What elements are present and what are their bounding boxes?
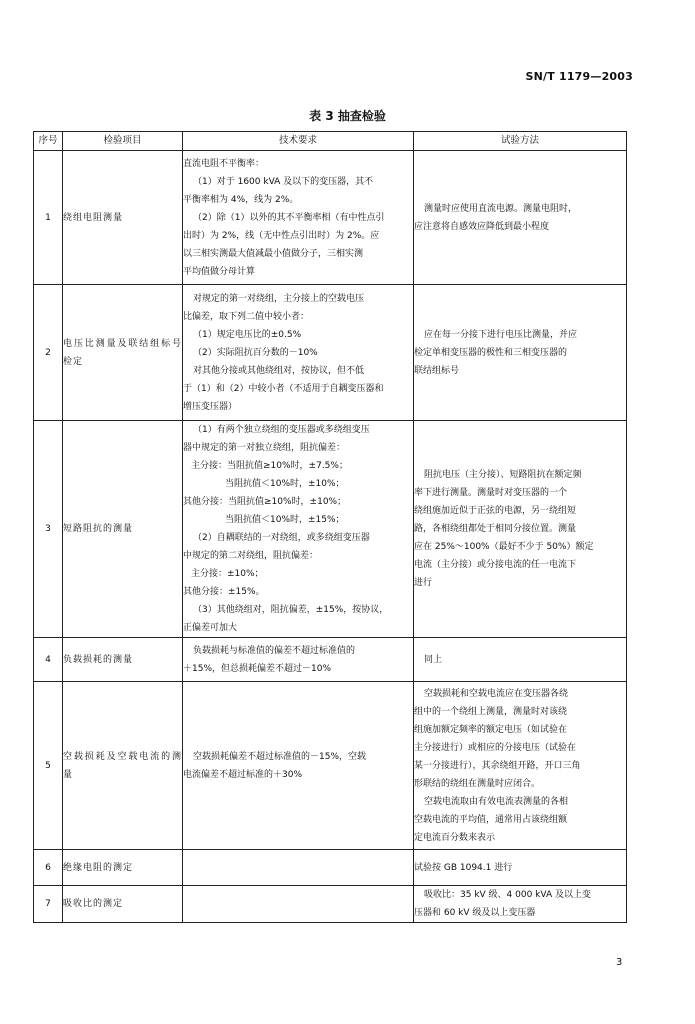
method-line: 测量时应使用直流电源。测量电阻时， [424,203,578,214]
requirement-line: 主分接：±10%； [191,569,264,579]
requirement-line: 器中规定的第一对独立绕组，阻抗偏差： [183,443,346,453]
row-method [414,151,627,285]
table-row [34,850,627,886]
requirement-line: 正偏差可加大 [183,623,238,633]
requirement-line: 当阻抗值＜10%时，±10%； [225,479,345,489]
method-line: 应注意将自感效应降低到最小程度 [414,221,550,232]
row-item: 绕组电阻测量 [63,151,183,285]
method-line: 组施加额定频率的额定电压（如试验在 [414,724,568,735]
method-line: 检定单相变压器的极性和三相变压器的 [414,347,568,358]
requirement-line: 增压变压器） [183,401,238,412]
inspection-table [33,131,627,923]
method-line: 形联结的绕组在测量时应闭合。 [414,778,541,789]
method-line: 某一分接进行），其余绕组开路，开口三角 [414,760,581,771]
row-no: 6 [34,850,63,886]
row-method [414,886,627,923]
row-no: 4 [34,638,63,682]
requirement-line: 中规定的第二对绕组，阻抗偏差： [183,551,319,561]
table-row [34,151,627,285]
method-line: 联结组标号 [414,365,460,376]
row-no: 3 [34,421,63,638]
row-requirement [183,285,414,421]
requirement-line: 负载损耗与标准值的偏差不超过标准值的 [193,645,356,656]
method-line: 阻抗电压（主分接）、短路阻抗在额定频 [424,470,582,480]
header-no: 序号 [34,132,63,151]
method-line: 路，各相绕组都处于相同分接位置。测量 [414,524,577,534]
method-line: 主分接进行）或相应的分接电压（试验在 [414,742,577,753]
row-method [414,682,627,850]
method-line: 试验按 GB 1094.1 进行 [414,862,513,873]
requirement-line: ＋15%，但总损耗偏差不超过－10% [183,663,332,674]
row-requirement [183,638,414,682]
standard-code: SN/T 1179—2003 [525,70,633,83]
row-no: 5 [34,682,63,850]
requirement-line: （3）其他绕组对，阻抗偏差，±15%，按协议， [193,605,389,615]
method-line: 应在每一分接下进行电压比测量，并应 [424,329,578,340]
table-row [34,638,627,682]
method-line: 组中的一个绕组上测量，测量时对该绕 [414,706,568,717]
row-no: 2 [34,285,63,421]
row-item: 绝缘电阻的测定 [63,850,183,886]
requirement-line: 其他分接：当阻抗值≥10%时，±10%； [183,497,347,507]
method-line: 应在 25%～100%（最好不少于 50%）额定 [414,542,594,552]
row-item: 吸收比的测定 [63,886,183,923]
requirement-line: 比偏差，取下列二值中较小者： [183,311,310,322]
row-method [414,285,627,421]
method-line: 压器和 60 kV 级及以上变压器 [414,908,536,918]
requirement-line: 于（1）和（2）中较小者（不适用于自耦变压器和 [183,383,384,394]
page-number: 3 [616,957,623,968]
method-line: 绕组施加近似于正弦的电源，另一绕组短 [414,506,577,516]
table-row [34,682,627,850]
method-line: 定电流百分数来表示 [414,832,496,843]
row-no: 1 [34,151,63,285]
table-row [34,886,627,923]
row-method [414,638,627,682]
row-requirement [183,682,414,850]
requirement-line: 当阻抗值＜10%时，±15%； [225,515,345,525]
requirement-line: （2）自耦联结的一对绕组，或多绕组变压器 [193,533,370,543]
table-header-row [34,132,627,151]
row-item: 负载损耗的测量 [63,638,183,682]
row-item: 电压比测量及联结组标号检定 [63,285,183,421]
row-no: 7 [34,886,63,923]
method-line: 电流（主分接）或分接电流的任一电流下 [414,560,577,570]
row-method [414,850,627,886]
requirement-line: （1）有两个独立绕组的变压器或多绕组变压 [193,425,370,435]
requirement-line: 出时）为 2%，线（无中性点引出时）为 2%。应 [183,230,380,241]
method-line: 空载电流的平均值，通常用占该绕组额 [414,814,568,825]
row-requirement [183,151,414,285]
table-row [34,285,627,421]
method-line: 率下进行测量。测量时对变压器的一个 [414,488,568,498]
requirement-line: 电流偏差不超过标准的＋30% [183,769,303,780]
row-item: 空载损耗及空载电流的测量 [63,682,183,850]
row-requirement [183,421,414,638]
method-line: 空载损耗和空载电流应在变压器各绕 [424,688,569,699]
requirement-line: （1）对于 1600 kVA 及以下的变压器，其不 [193,176,374,187]
table-row [34,421,627,638]
requirement-line: 对其他分接或其他绕组对，按协议，但不低 [193,365,365,376]
requirement-line: （2）除（1）以外的其不平衡率相（有中性点引 [193,212,385,223]
header-method: 试验方法 [414,132,627,151]
row-requirement [183,886,414,923]
requirement-line: 其他分接：±15%。 [183,587,265,597]
header-item: 检验项目 [63,132,183,151]
table-title: 表 3 抽查检验 [309,109,386,123]
requirement-line: （1）规定电压比的±0.5% [193,329,302,340]
requirement-line: 主分接：当阻抗值≥10%时，±7.5%； [191,461,348,471]
requirement-line: 平衡率相为 4%，线为 2%。 [183,194,299,205]
method-line: 同上 [424,654,443,665]
requirement-line: 对规定的第一对绕组，主分接上的空载电压 [193,293,365,304]
requirement-line: 直流电阻不平衡率： [183,158,265,169]
row-item: 短路阻抗的测量 [63,421,183,638]
header-requirement: 技术要求 [183,132,414,151]
requirement-line: 以三相实测最大值减最小值做分子，三相实测 [183,248,364,259]
requirement-line: （2）实际阻抗百分数的－10% [193,347,318,358]
method-line: 空载电流取由有效电流表测量的各相 [424,796,569,807]
row-requirement [183,850,414,886]
requirement-line: 平均值做分母计算 [183,266,256,277]
method-line: 进行 [414,578,433,588]
method-line: 吸收比：35 kV 级、4 000 kVA 及以上变 [424,890,591,900]
row-method [414,421,627,638]
requirement-line: 空载损耗偏差不超过标准值的－15%，空载 [193,751,367,762]
